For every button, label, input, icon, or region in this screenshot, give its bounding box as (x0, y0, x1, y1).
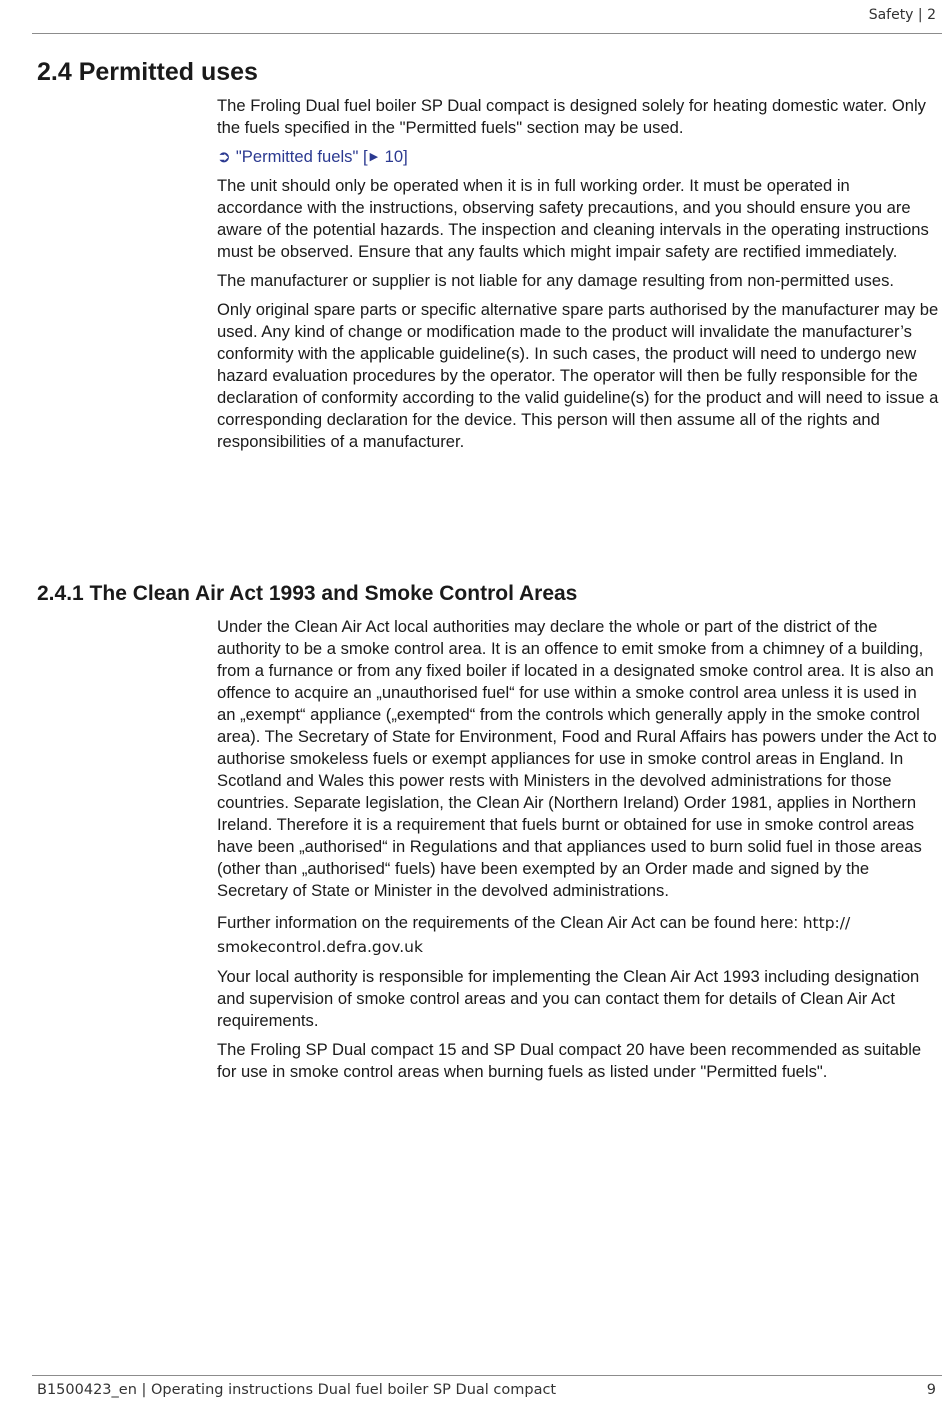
further-info-text: Further information on the requirements of the Clean Air Act can be found here: (217, 913, 803, 932)
paragraph: Under the Clean Air Act local authorities may declare the whole or part of the district of the authority to be a smoke control area. It is an offence to emit smoke from a chimney of a building, from a furnance or from any fixed boiler if located in a designated smoke control area. It is also an offence to acquire an „unauthorised fuel“ for use within a smoke control area unless it is used in an „exempt“ appliance („exempted“ from the controls which generally apply in the smoke control area). The Secretary of State for Environment, Food and Rural Affairs has powers under the Act to authorise smokeless fuels or exempt appliances for use in smoke control areas in England. In Scotland and Wales this power rests with Ministers in the devolved administrations for those countries. Separate legislation, the Clean Air (Northern Ireland) Order 1981, applies in Northern Ireland. Therefore it is a requirement that fuels burnt or obtained for use in smoke control areas have been „authorised“ in Regulations and that appliances used to burn solid fuel in those areas (other than „authorised“ fuels) have been exempted by an Order made and signed by the Secretary of State or Minister in the devolved administrations. (217, 617, 937, 900)
page-footer (32, 1375, 942, 1401)
page-header (32, 0, 942, 34)
xref-label: "Permitted fuels" [ (235, 147, 368, 166)
page-triangle-icon: ▶ (369, 151, 379, 163)
clean-air-act-body (217, 616, 939, 1090)
defra-url-link[interactable]: http:// smokecontrol.defra.gov.uk (217, 914, 851, 956)
paragraph: The unit should only be operated when it is in full working order. It must be operated in accordance with the instructions, observing safety precautions, and you should ensure you are aware of the potential hazards. The inspection and cleaning intervals in the operating instructions must be observed. Ensure that any faults which might impair safety are rectified immediately. (217, 176, 929, 261)
paragraph: The manufacturer or supplier is not liable for any damage resulting from non-permitted uses. (217, 271, 894, 290)
paragraph: Only original spare parts or specific alternative spare parts authorised by the manufacturer may be used. Any kind of change or modification made to the product will invalidate the manufacturer’s conformity with the applicable guideline(s). In such cases, the product will need to undergo new hazard evaluation procedures by the operator. The operator will then be fully responsible for the declaration of conformity according to the valid guideline(s) for the product and will need to issue a corresponding declaration for the device. This person will then assume all of the rights and responsibilities of a manufacturer. (217, 300, 939, 451)
section-heading-clean-air-act: 2.4.1 The Clean Air Act 1993 and Smoke Control Areas (37, 582, 578, 605)
paragraph: Your local authority is responsible for implementing the Clean Air Act 1993 including designation and supervision of smoke control areas and you can contact them for details of Clean Air Act requirements. (217, 967, 920, 1030)
permitted-uses-body (217, 95, 939, 460)
paragraph-further-info (217, 911, 939, 959)
paragraph: The Froling SP Dual compact 15 and SP Dual compact 20 have been recommended as suitable for use in smoke control areas when burning fuels as listed under "Permitted fuels". (217, 1040, 922, 1081)
document-title: B1500423_en | Operating instructions Dual fuel boiler SP Dual compact (37, 1382, 557, 1398)
page-number: 9 (926, 1382, 936, 1398)
paragraph: The Froling Dual fuel boiler SP Dual compact is designed solely for heating domestic water. Only the fuels specified in the "Permitted fuels" section may be used. (217, 96, 926, 137)
arrow-icon: ➲ (217, 147, 231, 166)
xref-page: 10] (380, 147, 408, 166)
section-heading-permitted-uses: 2.4 Permitted uses (37, 58, 258, 86)
cross-reference-link[interactable] (217, 146, 939, 168)
section-label: Safety | 2 (868, 7, 936, 23)
